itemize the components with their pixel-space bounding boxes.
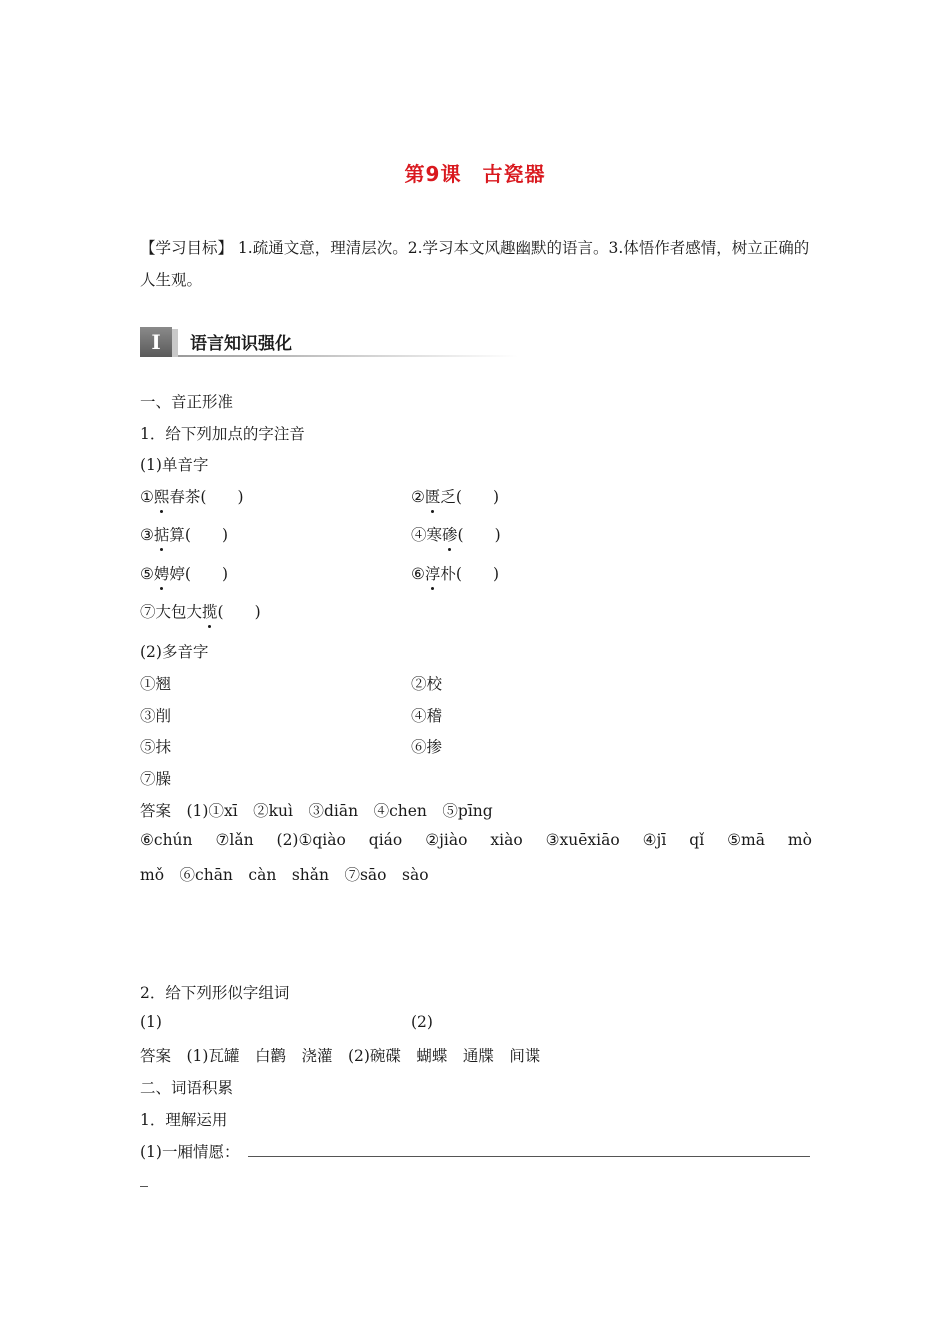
dotted-char: 娉 xyxy=(154,562,170,584)
dotted-char: 掂 xyxy=(154,523,170,545)
answer-token: ②jiào xyxy=(425,831,468,849)
section-title: 语言知识强化 xyxy=(190,334,292,354)
section-underline xyxy=(178,355,518,357)
single-item-2: ②匮乏( ) xyxy=(411,485,499,507)
single-item-6: ⑥淳朴( ) xyxy=(411,562,499,584)
answer-token: ④jī xyxy=(642,831,667,849)
multi-sound-heading: (2)多音字 xyxy=(140,643,209,661)
answer-blank-line-continued[interactable] xyxy=(140,1186,148,1187)
answer2: 答案 (1)瓦罐 白鹳 浇灌 (2)碗碟 蝴蝶 通牒 间谍 xyxy=(140,1047,541,1065)
question3-heading: 1．理解运用 xyxy=(140,1111,228,1129)
answer-token: ⑤mā xyxy=(727,831,765,849)
question2-heading: 2．给下列形似字组词 xyxy=(140,984,290,1002)
multi-item-3: ③削 xyxy=(140,707,172,725)
answer-token: mò xyxy=(787,831,812,849)
question2-item-1: (1) xyxy=(140,1013,162,1031)
question3-item-1: (1)一厢情愿： xyxy=(140,1143,240,1161)
single-item-3: ③掂算( ) xyxy=(140,523,228,545)
learning-objectives: 【学习目标】 1.疏通文意，理清层次。2.学习本文风趣幽默的语言。3.体悟作者感情，树立正确的人生观。 xyxy=(140,239,810,289)
answer-token: xiào xyxy=(490,831,523,849)
single-item-5: ⑤娉婷( ) xyxy=(140,562,228,584)
lesson-title: 第9课 古瓷器 xyxy=(404,162,546,186)
dotted-char: 揽 xyxy=(202,600,218,622)
question1-heading: 1．给下列加点的字注音 xyxy=(140,425,305,443)
answer-token: ⑥chún xyxy=(140,831,193,849)
part1-heading: 一、音正形准 xyxy=(140,393,234,411)
section-header xyxy=(140,327,520,359)
dotted-char: 匮 xyxy=(425,485,441,507)
single-sound-heading: (1)单音字 xyxy=(140,456,209,474)
answer1-line3: mǒ ⑥chān càn shǎn ⑦sāo sào xyxy=(140,866,429,884)
answer1-line2 xyxy=(140,831,812,849)
multi-item-4: ④稽 xyxy=(411,707,443,725)
dotted-char: 熙 xyxy=(154,485,170,507)
multi-item-7: ⑦臊 xyxy=(140,770,172,788)
section-number-badge: I xyxy=(140,327,172,357)
multi-item-1: ①翘 xyxy=(140,675,172,693)
answer-token: qǐ xyxy=(689,831,705,849)
badge-shadow xyxy=(172,329,178,357)
answer-blank-line[interactable] xyxy=(248,1156,810,1157)
multi-item-5: ⑤抹 xyxy=(140,738,172,756)
single-item-7: ⑦大包大揽( ) xyxy=(140,600,261,622)
single-item-1: ①熙春茶( ) xyxy=(140,485,244,507)
answer-token: qiáo xyxy=(368,831,403,849)
part2-heading: 二、词语积累 xyxy=(140,1079,234,1097)
dotted-char: 碜 xyxy=(442,523,458,545)
answer-token: ⑦lǎn xyxy=(215,831,254,849)
dotted-char: 淳 xyxy=(425,562,441,584)
question2-item-2: (2) xyxy=(411,1013,433,1031)
answer-token: ③xuēxiāo xyxy=(545,831,620,849)
multi-item-6: ⑥掺 xyxy=(411,738,443,756)
multi-item-2: ②校 xyxy=(411,675,443,693)
answer1-line1: 答案 (1)①xī ②kuì ③diān ④chen ⑤pīng xyxy=(140,802,493,820)
single-item-4: ④寒碜( ) xyxy=(411,523,501,545)
answer-token: (2)①qiào xyxy=(276,831,346,849)
